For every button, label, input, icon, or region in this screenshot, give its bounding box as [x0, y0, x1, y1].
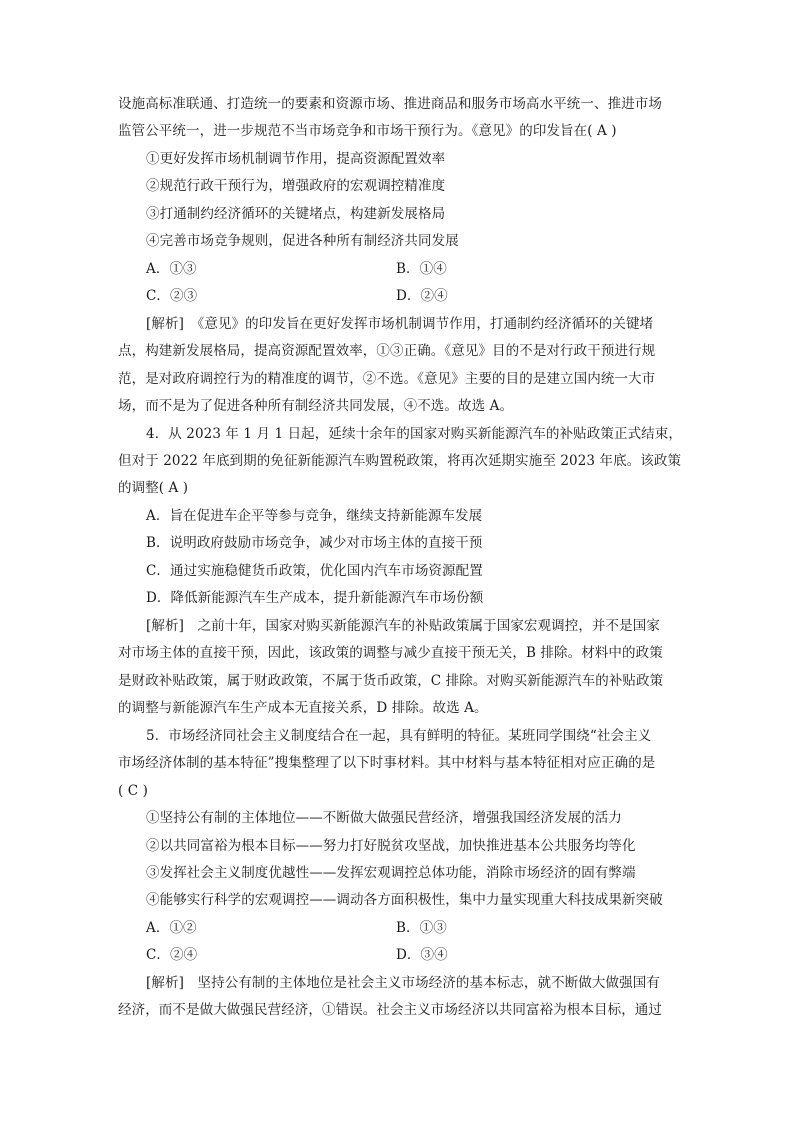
analysis-text: 范，是对政府调控行为的精准度的调节，②不选。《意见》主要的目的是建立国内统一大市	[118, 371, 656, 387]
statement-4: ④完善市场竞争规则，促进各种所有制经济共同发展	[146, 233, 459, 249]
option-b: B．说明政府鼓励市场竞争，减少对市场主体的直接干预	[146, 535, 483, 551]
option-b: B．①④	[396, 261, 447, 277]
analysis-text: 对市场主体的直接干预，因此，该政策的调整与减少直接干预无关，B 排除。材料中的政策	[118, 645, 663, 661]
analysis-text: [解析] 之前十年，国家对购买新能源汽车的补贴政策属于国家宏观调控，并不是国家	[146, 618, 660, 634]
question-stem: 监管公平统一，进一步规范不当市场竞争和市场干预行为。《意见》的印发旨在( A )	[118, 123, 617, 139]
statement-3: ③发挥社会主义制度优越性——发挥宏观调控总体功能，消除市场经济的固有弊端	[146, 865, 636, 881]
option-a: A．旨在促进车企平等参与竞争，继续支持新能源车发展	[146, 508, 483, 524]
analysis-text: 点，构建新发展格局，提高资源配置效率，①③正确。《意见》目的不是对行政干预进行规	[118, 343, 656, 359]
question-4-text: 的调整( A )	[118, 480, 189, 496]
option-d: D．降低新能源汽车生产成本，提升新能源汽车市场份额	[146, 590, 484, 606]
option-c: C．②③	[146, 288, 198, 304]
question-5-text: 市场经济体制的基本特征”搜集整理了以下时事材料。其中材料与基本特征相对应正确的是	[118, 755, 656, 771]
question-4-text: 但对于 2022 年底到期的免征新能源汽车购置税政策，将再次延期实施至 2023 年底。该政策	[118, 453, 682, 469]
question-5: 5．市场经济同社会主义制度结合在一起，具有鲜明的特征。某班同学围绕“社会主义	[146, 728, 652, 744]
statement-4: ④能够实行科学的宏观调控——调动各方面积极性，集中力量实现重大科技成果新突破	[146, 892, 663, 908]
text-line: 设施高标准联通、打造统一的要素和资源市场、推进商品和服务市场高水平统一、推进市场	[118, 96, 662, 112]
analysis-text: [解析] 坚持公有制的主体地位是社会主义市场经济的基本标志，就不断做大做强国有	[146, 975, 660, 991]
option-a: A．①③	[146, 261, 197, 277]
option-d: D．②④	[396, 288, 448, 304]
statement-3: ③打通制约经济循环的关键堵点，构建新发展格局	[146, 206, 446, 222]
statement-2: ②以共同富裕为根本目标——努力打好脱贫攻坚战，加快推进基本公共服务均等化	[146, 838, 636, 854]
analysis-text: [解析] 《意见》的印发旨在更好发挥市场机制调节作用，打通制约经济循环的关键堵	[146, 316, 654, 332]
analysis-text: 的调整与新能源汽车生产成本无直接关系，D 排除。故选 A。	[118, 700, 488, 716]
option-a: A．①②	[146, 920, 197, 936]
question-4: 4．从 2023 年 1 月 1 日起，延续十余年的国家对购买新能源汽车的补贴政策正式结束，	[146, 426, 682, 442]
analysis-text: 是财政补贴政策，属于财政政策，不属于货币政策，C 排除。对购买新能源汽车的补贴政策	[118, 673, 664, 689]
option-c: C．通过实施稳健货币政策，优化国内汽车市场资源配置	[146, 563, 483, 579]
analysis-text: 经济，而不是做大做强民营经济，①错误。社会主义市场经济以共同富裕为根本目标，通过	[118, 1002, 662, 1018]
option-b: B．①③	[396, 920, 447, 936]
statement-2: ②规范行政干预行为，增强政府的宏观调控精准度	[146, 178, 446, 194]
option-c: C．②④	[146, 947, 198, 963]
question-5-text: ( C )	[118, 783, 148, 799]
option-d: D．③④	[396, 947, 448, 963]
statement-1: ①坚持公有制的主体地位——不断做大做强民营经济，增强我国经济发展的活力	[146, 810, 622, 826]
statement-1: ①更好发挥市场机制调节作用，提高资源配置效率	[146, 151, 446, 167]
analysis-text: 场，而不是为了促进各种所有制经济共同发展，④不选。故选 A。	[118, 398, 514, 414]
